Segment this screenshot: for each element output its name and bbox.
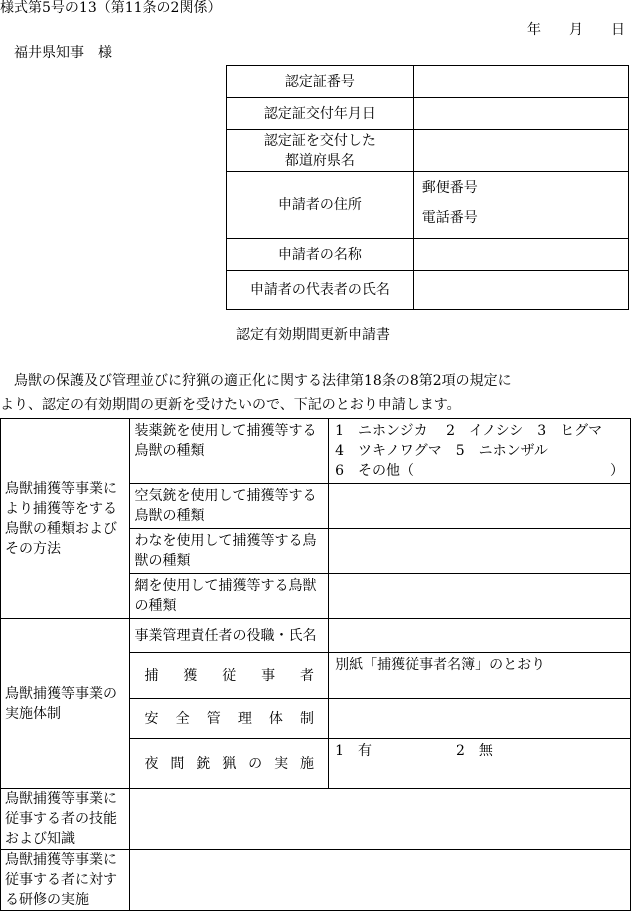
issuing-prefecture-label (227, 130, 414, 172)
species-option-line3: 6 その他（ ） (335, 463, 624, 479)
capture-workers-char1: 捕 (144, 667, 159, 684)
applicant-name-field[interactable] (413, 239, 628, 271)
night-hunting-char6: 実 (274, 755, 289, 772)
implementation-structure-line1: 鳥獣捕獲等事業の (5, 685, 117, 702)
net-species-label-line2: の種類 (134, 598, 177, 614)
implementation-structure-category (1, 619, 130, 789)
training-line3: る研修の実施 (5, 892, 89, 908)
safety-management-char3: 管 (206, 710, 221, 727)
night-hunting-char4: 猟 (222, 755, 237, 772)
postal-code-label: 郵便番号 (421, 180, 478, 196)
air-gun-species-label (130, 484, 329, 529)
safety-management-char5: 体 (268, 710, 283, 727)
date-line: 年 月 日 (527, 22, 625, 38)
document-title: 認定有効期間更新申請書 (236, 327, 390, 343)
issuing-prefecture-label-line2: 都道府県名 (284, 152, 355, 169)
safety-management-field[interactable] (329, 699, 631, 739)
air-gun-species-label-line2: 鳥獣の種類 (134, 508, 205, 524)
species-method-category-line4: その方法 (5, 540, 61, 557)
skills-knowledge-line3: および知識 (5, 831, 75, 847)
safety-management-char1: 安 (144, 710, 159, 727)
cert-issue-date-label: 認定証交付年月日 (227, 98, 414, 130)
net-species-label (130, 574, 329, 619)
powder-gun-species-label (130, 419, 329, 484)
cert-number-field[interactable] (413, 66, 628, 98)
cert-number-label: 認定証番号 (227, 66, 414, 98)
species-option-line1: 1 ニホンジカ 2 イノシシ 3 ヒグマ (335, 423, 603, 439)
safety-management-label (130, 699, 329, 739)
skills-knowledge-line1: 鳥獣捕獲等事業に (5, 791, 117, 807)
skills-knowledge-category (1, 789, 130, 850)
training-line2: 従事する者に対す (5, 872, 117, 888)
safety-management-char6: 制 (300, 710, 315, 727)
night-hunting-label (130, 739, 329, 789)
night-hunting-char1: 夜 (144, 755, 159, 772)
training-category (1, 850, 130, 911)
body-text-line2: より、認定の有効期間の更新を受けたいので、下記のとおり申請します。 (0, 397, 461, 413)
phone-number-label: 電話番号 (421, 210, 478, 226)
applicant-address-label: 申請者の住所 (227, 172, 414, 239)
capture-workers-char4: 事 (261, 667, 276, 684)
safety-management-char2: 全 (175, 710, 190, 727)
capture-workers-char2: 獲 (183, 667, 198, 684)
net-species-field[interactable] (329, 574, 631, 619)
trap-species-field[interactable] (329, 529, 631, 574)
issuing-prefecture-field[interactable] (413, 130, 628, 172)
night-hunting-char2: 間 (170, 755, 185, 772)
species-method-category-line1: 鳥獣捕獲等事業に (5, 480, 117, 497)
representative-name-field[interactable] (413, 271, 628, 310)
night-hunting-char5: の (248, 755, 263, 772)
capture-workers-char5: 者 (300, 667, 315, 684)
capture-workers-char3: 従 (222, 667, 237, 684)
body-text-line1: 鳥獣の保護及び管理並びに狩猟の適正化に関する法律第18条の8第2項の規定に (0, 373, 512, 389)
trap-species-label (130, 529, 329, 574)
night-hunting-options[interactable]: 1 有 2 無 (329, 739, 631, 789)
manager-title-name-field[interactable] (329, 619, 631, 653)
skills-knowledge-field[interactable] (130, 789, 631, 850)
net-species-label-line1: 網を使用して捕獲等する鳥獣 (134, 578, 317, 594)
implementation-structure-line2: 実施体制 (5, 705, 61, 722)
form-number: 様式第5号の13（第11条の2関係） (0, 0, 222, 16)
trap-species-label-line2: 獣の種類 (134, 553, 191, 569)
cert-issue-date-field[interactable] (413, 98, 628, 130)
applicant-address-field[interactable] (413, 172, 628, 239)
species-method-category-line3: 鳥獣の種類および (5, 520, 117, 537)
night-hunting-char3: 銃 (196, 755, 211, 772)
powder-gun-species-label-line1: 装薬銃を使用して捕獲等する (134, 423, 317, 439)
applicant-name-label: 申請者の名称 (227, 239, 414, 271)
species-option-line2: 4 ツキノワグマ 5 ニホンザル (335, 443, 548, 459)
training-line1: 鳥獣捕獲等事業に (5, 852, 117, 868)
species-method-category (1, 419, 130, 619)
trap-species-label-line1: わなを使用して捕獲等する鳥 (134, 533, 317, 549)
issuing-prefecture-label-line1: 認定証を交付した (263, 132, 376, 149)
manager-title-name-label: 事業管理責任者の役職・氏名 (130, 619, 329, 653)
capture-workers-field[interactable]: 別紙「捕獲従事者名簿」のとおり (329, 653, 631, 699)
air-gun-species-field[interactable] (329, 484, 631, 529)
night-hunting-char7: 施 (300, 755, 315, 772)
skills-knowledge-line2: 従事する者の技能 (5, 811, 117, 827)
species-method-category-line2: より捕獲等をする (5, 500, 117, 517)
training-field[interactable] (130, 850, 631, 911)
powder-gun-species-label-line2: 鳥獣の種類 (134, 443, 205, 459)
air-gun-species-label-line1: 空気銃を使用して捕獲等する (134, 488, 317, 504)
application-details-table (0, 418, 631, 911)
certificate-info-table (226, 65, 629, 310)
powder-gun-species-options[interactable] (329, 419, 631, 484)
safety-management-char4: 理 (237, 710, 252, 727)
representative-name-label: 申請者の代表者の氏名 (227, 271, 414, 310)
capture-workers-label (130, 653, 329, 699)
addressee: 福井県知事 様 (14, 45, 112, 61)
